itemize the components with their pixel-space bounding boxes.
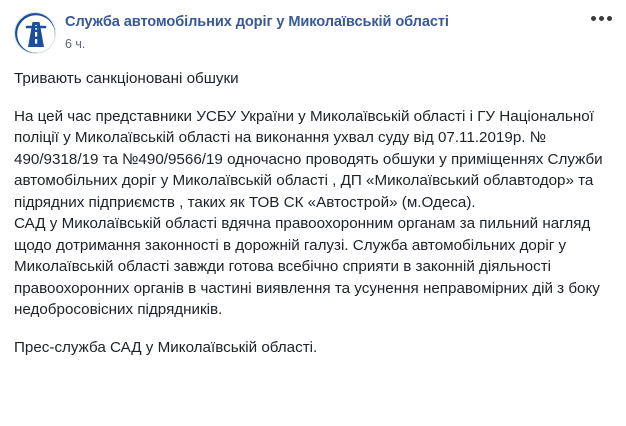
post-paragraph-1: На цей час представники УСБУ України у Миколаївській області і ГУ Національної поліції у Миколаївській області на виконання ухвал суду від 07.11.2019р. № 490/9318/19 та №490/9566/19 одночасно проводять обшуки у приміщеннях Служби автомобільних доріг у Миколаївській області , ДП «Миколаївський облавтодор» та підрядних підприємств , таких як ТОВ СК «Автострой» (м.Одеса). [14,107,607,211]
post-header [0,0,626,54]
post-header-text [65,12,612,52]
post-body [0,54,626,358]
post-paragraph-2: САД у Миколаївській області вдячна правоохоронним органам за пильний нагляд щодо дотримання законності в дорожній галузі. Служба автомобільних доріг у Миколаївській області завжди готова всебічно сприяти в законній діяльності правоохоронних органів в частині виявлення та усунення неправомірних дій з боку недобросовісних підрядників. [14,215,605,318]
more-dot-1 [591,16,596,21]
road-logo-icon [15,13,55,54]
avatar[interactable] [14,12,56,54]
page-name-link[interactable]: Служба автомобільних доріг у Миколаївській області [65,14,449,30]
post-paragraph-3: Прес-служба САД у Миколаївській області. [14,338,318,356]
more-dot-3 [607,16,612,21]
post-paragraph-title: Тривають санкціоновані обшуки [14,70,239,87]
more-dot-2 [599,16,604,21]
more-options-icon[interactable] [591,16,612,21]
post-timestamp[interactable]: 6 ч. [65,37,86,51]
